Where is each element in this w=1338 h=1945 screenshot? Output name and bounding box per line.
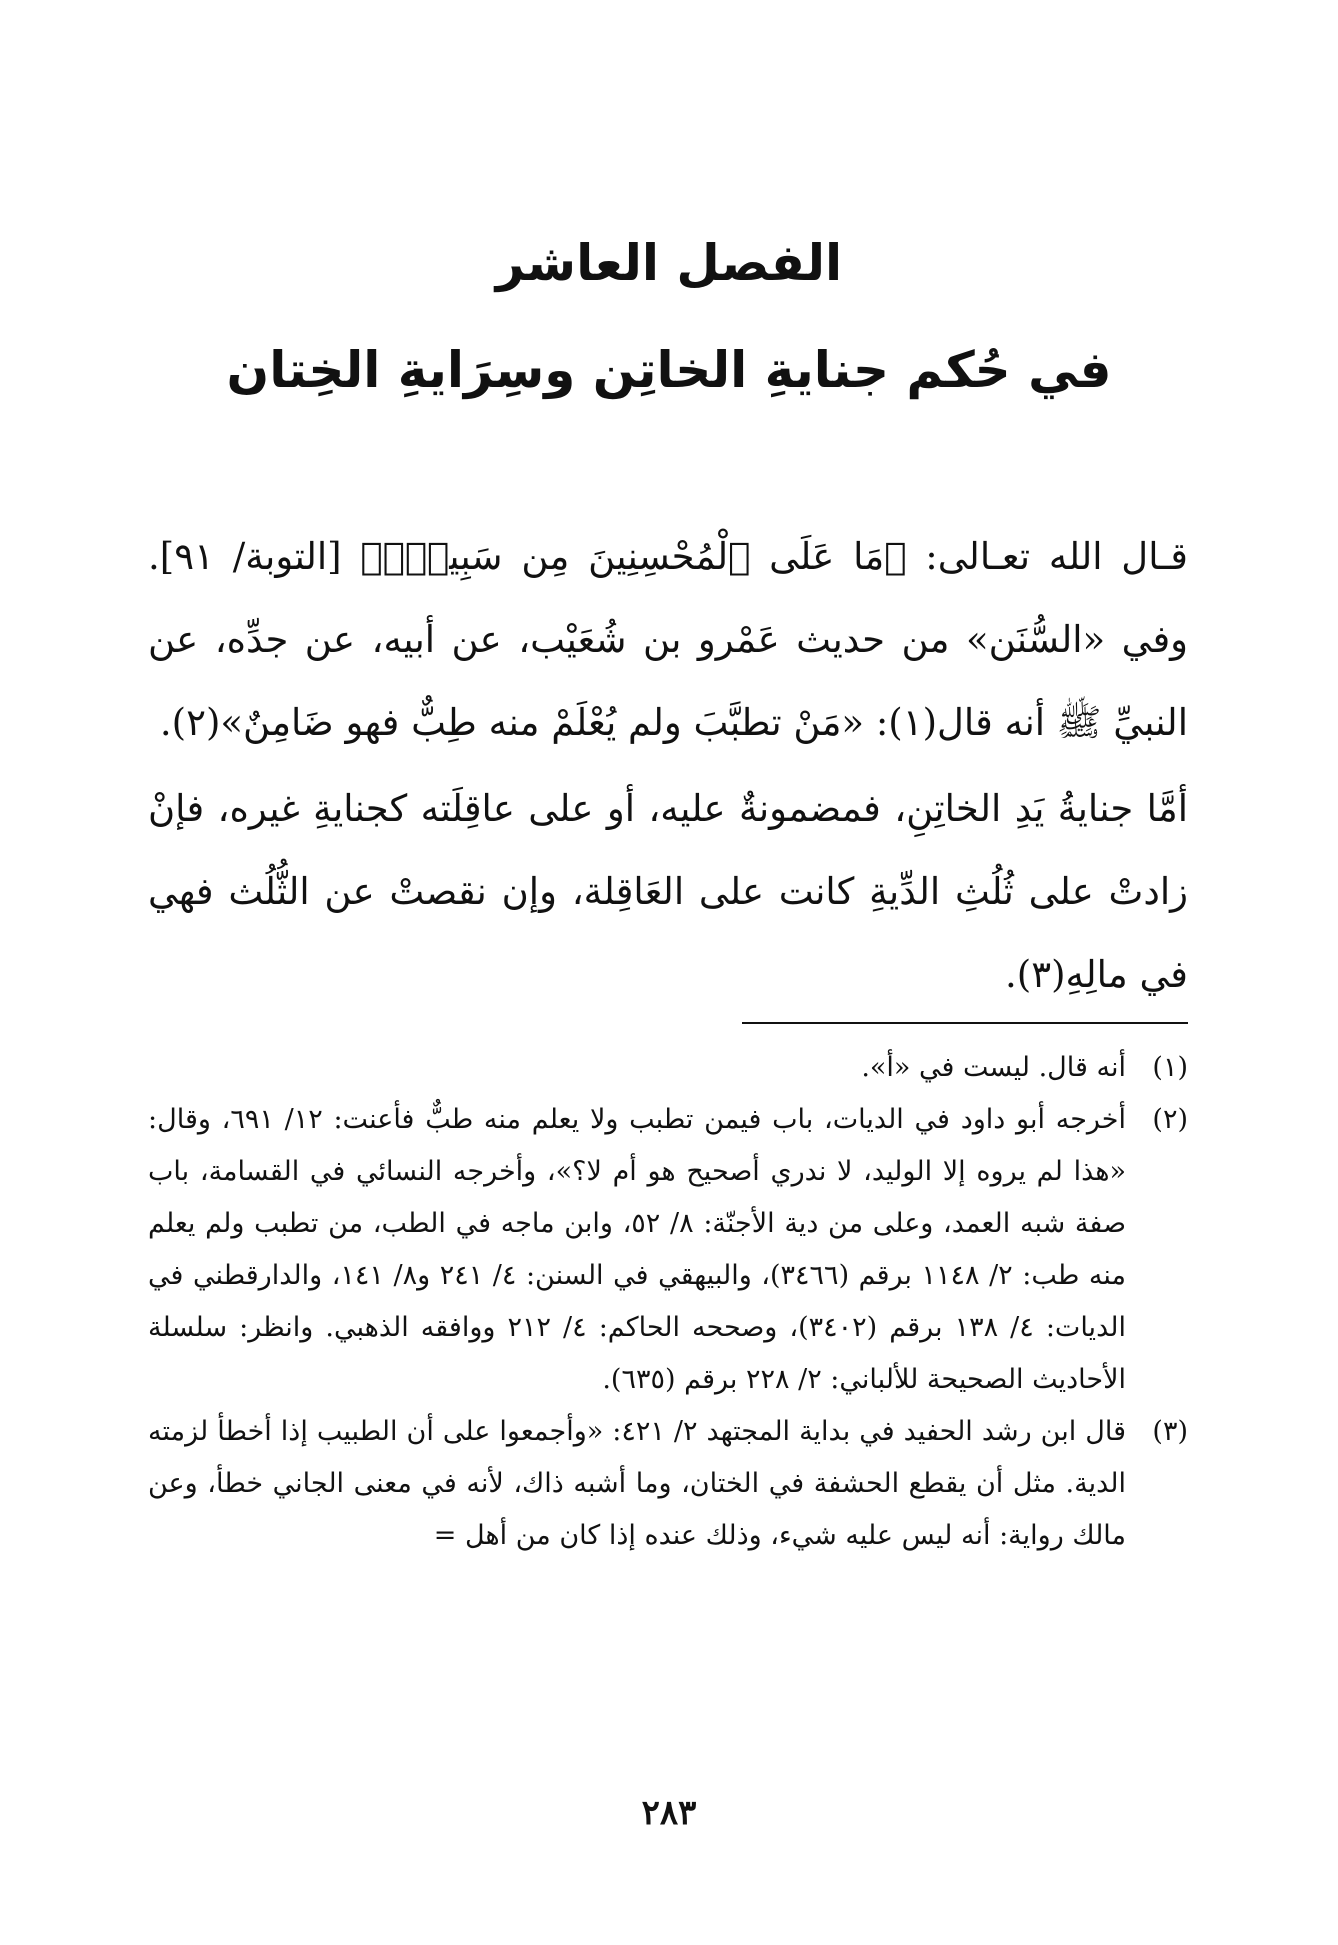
footnote-item [148,1094,1188,1406]
chapter-title: الفصل العاشر [495,234,843,292]
footnote-item [148,1406,1188,1562]
footnote-separator [742,1022,1188,1024]
footnote-text: قال ابن رشد الحفيد في بداية المجتهد ٢/ ٤٢١: «وأجمعوا على أن الطبيب إذا أخطأ لزمته الدية. مثل أن يقطع الحشفة في الختان، وما أشبه ذاك، لأنه في معنى الجاني خطأ، وعن مالك رواية: أنه ليس عليه شيء، وذلك عنده إذا كان من أهل = [148,1416,1126,1551]
footnote-text: أخرجه أبو داود في الديات، باب فيمن تطبب ولا يعلم منه طبٌّ فأعنت: ١٢/ ٦٩١، وقال: «هذا لم يروه إلا الوليد، لا ندري أصحيح هو أم لا؟»، وأخرجه النسائي في القسامة، باب صفة شبه العمد، وعلى من دية الأجنّة: ٨/ ٥٢، وابن ماجه في الطب، من تطبب ولم يعلم منه طب: ٢/ ١١٤٨ برقم (٣٤٦٦)، والبيهقي في السنن: ٤/ ٢٤١ و٨/ ١٤١، والدارقطني في الديات: ٤/ ١٣٨ برقم (٣٤٠٢)، وصححه الحاكم: ٤/ ٢١٢ ووافقه الذهبي. وانظر: سلسلة الأحاديث الصحيحة للألباني: ٢/ ٢٢٨ برقم (٦٣٥). [148,1104,1126,1395]
chapter-subtitle: في حُكم جنايةِ الخاتِن وسِرَايةِ الخِتان [226,341,1112,399]
footnote-number: (٢) [1152,1104,1188,1135]
footnote-item [148,1042,1188,1094]
footnote-number: (١) [1152,1052,1188,1083]
footnote-number: (٣) [1152,1416,1188,1447]
footnotes [148,1042,1188,1562]
footnote-text: أنه قال. ليست في «أ». [861,1052,1126,1083]
body-paragraph: أمَّا جنايةُ يَدِ الخاتِنِ، فمضمونةٌ عليه، أو على عاقِلَته كجنايةِ غيره، فإنْ زادتْ على ثُلُثِ الدِّيةِ كانت على العَاقِلة، وإن نقصتْ عن الثُّلُث فهي في مالِهِ(٣). [148,787,1188,996]
page-number: ٢٨٣ [641,1793,697,1833]
body-paragraph: قـال الله تعـالى: ﴿مَا عَلَى ٱلْمُحْسِنِينَ مِن سَبِيلٍۚ﴾ [التوبة/ ٩١]. وفي «السُّنَن» من حديث عَمْرو بن شُعَيْب، عن أبيه، عن جدِّه، عن النبيِّ ﷺ أنه قال(١): «مَنْ تطبَّبَ ولم يُعْلَمْ منه طِبٌّ فهو ضَامِنٌ»(٢). [148,535,1188,744]
